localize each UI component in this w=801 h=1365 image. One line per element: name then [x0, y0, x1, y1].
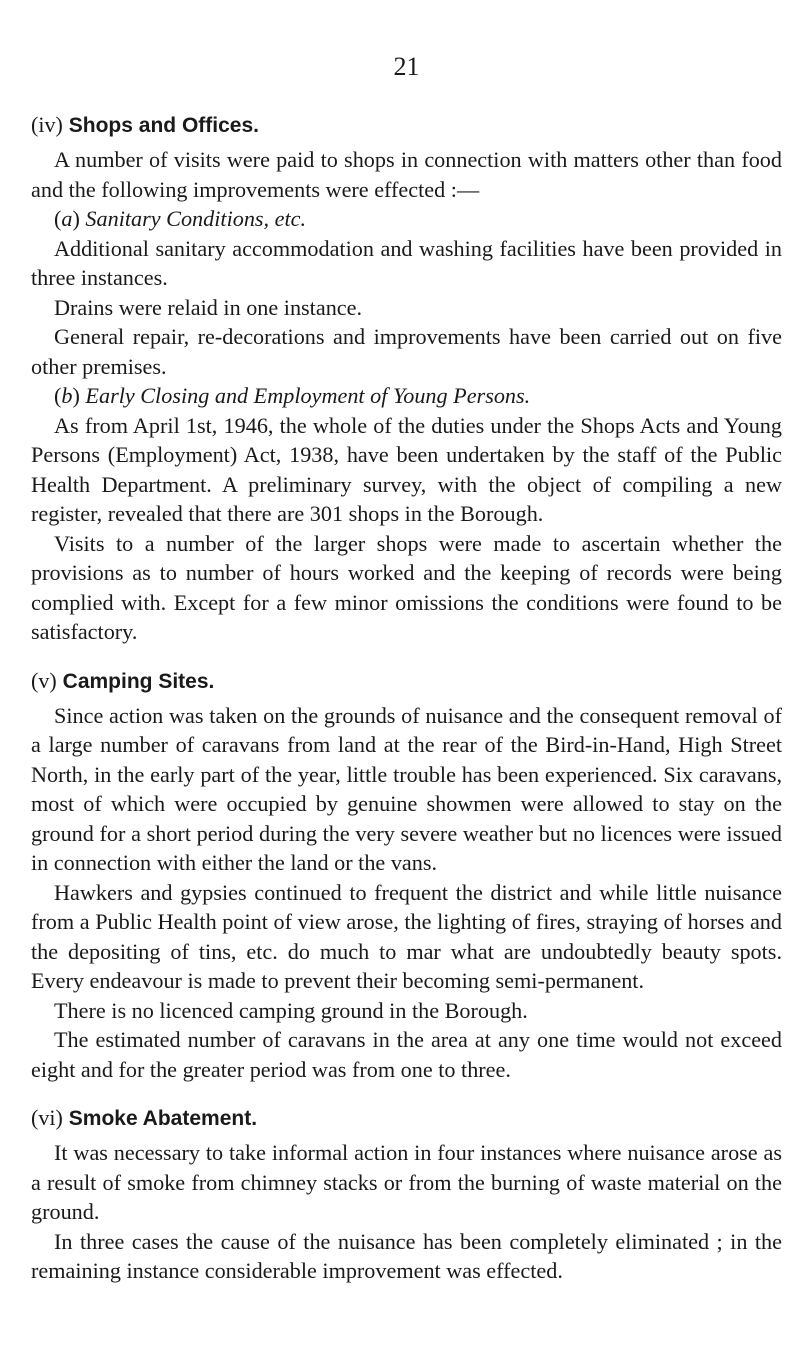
page-content	[31, 110, 782, 1286]
section-intro: A number of visits were paid to shops in connection with matters other than food and the following improvements were effected :—	[31, 147, 782, 202]
section-spacer	[31, 647, 782, 666]
paragraph: Hawkers and gypsies continued to frequent the district and while little nuisance from a Public Health point of view arose, the lighting of fires, straying of horses and the depositing of tins, etc. do much to mar what are undoubtedly beauty spots. Every endeavour is made to prevent their becoming semi-permanent.	[31, 879, 782, 993]
section-heading-camping-sites	[31, 666, 782, 697]
subsection-label: (a)	[54, 206, 80, 231]
paragraph: Drains were relaid in one instance.	[54, 294, 363, 320]
section-number: (v)	[31, 667, 57, 693]
section-title: Shops and Offices.	[68, 114, 259, 137]
paragraph: Visits to a number of the larger shops were made to ascertain whether the provisions as to number of hours worked and the keeping of records were being complied with. Except for a few minor omissions the conditions were found to be satisfactory.	[31, 530, 782, 644]
section-number: (vi)	[31, 1105, 63, 1130]
paragraph: Additional sanitary accommodation and washing facilities have been provided in three instances.	[31, 235, 782, 290]
section-number: (iv)	[31, 112, 63, 137]
subsection-letter: a	[61, 206, 73, 231]
subsection-title: Sanitary Conditions, etc.	[85, 206, 307, 231]
section-title: Camping Sites.	[62, 669, 215, 693]
section-heading-shops-and-offices	[31, 110, 782, 141]
section-heading-smoke-abatement	[31, 1103, 782, 1134]
subsection-label: (b)	[54, 383, 80, 408]
section-title: Smoke Abatement.	[68, 1107, 258, 1130]
paragraph: There is no licenced camping ground in the Borough.	[54, 997, 528, 1023]
subsection-heading-sanitary-conditions	[31, 204, 782, 234]
paragraph: General repair, re-decorations and improvements have been carried out on five other premises.	[31, 324, 782, 379]
section-spacer	[31, 1084, 782, 1103]
subsection-heading-early-closing	[31, 381, 782, 411]
paragraph: As from April 1st, 1946, the whole of the duties under the Shops Acts and Young Persons (Employment) Act, 1938, have been undertaken by the staff of the Public Health Department. A preliminary survey, with the object of compiling a new register, revealed that there are 301 shops in the Borough.	[31, 412, 782, 526]
paragraph: It was necessary to take informal action in four instances where nuisance arose as a result of smoke from chimney stacks or from the burning of waste material on the ground.	[31, 1140, 782, 1224]
page-number: 21	[393, 52, 420, 81]
subsection-letter: b	[61, 383, 73, 408]
paragraph: Since action was taken on the grounds of nuisance and the consequent removal of a large number of caravans from land at the rear of the Bird-in-Hand, High Street North, in the early part of the year, little trouble has been experienced. Six caravans, most of which were occupied by genuine showmen were allowed to stay on the ground for a short period during the very severe weather but no licences were issued in connection with either the land or the vans.	[31, 702, 782, 875]
paragraph: In three cases the cause of the nuisance has been completely eliminated ; in the remaining instance considerable improvement was effected.	[31, 1228, 782, 1283]
subsection-title: Early Closing and Employment of Young Persons.	[85, 383, 531, 408]
paragraph: The estimated number of caravans in the area at any one time would not exceed eight and for the greater period was from one to three.	[31, 1027, 782, 1082]
